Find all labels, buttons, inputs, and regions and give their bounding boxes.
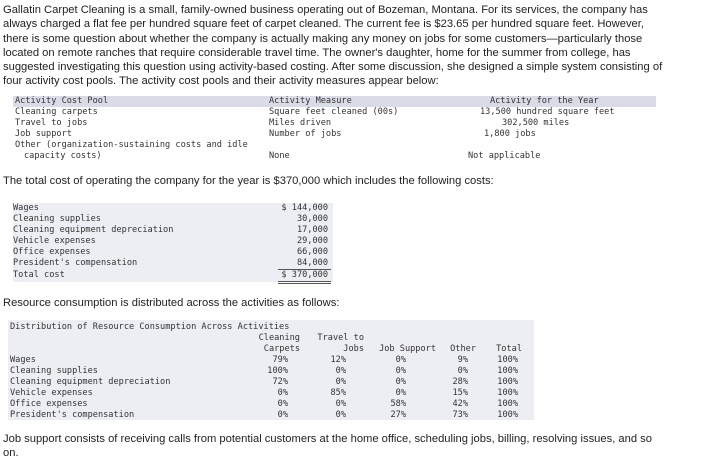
pool-name: Travel to jobs	[15, 118, 88, 128]
column-header: Activity Measure	[269, 96, 352, 106]
activity-cost-pool-table	[13, 96, 656, 163]
row-label: Vehicle expenses	[10, 388, 93, 398]
other-percent: 9%	[457, 355, 468, 365]
intro-line: always charged a flat fee per hundred square feet of carpet cleaned. The current fee is $23.65 per hundred square feet. However,	[3, 18, 644, 31]
intro-line: suggested investigating this question using activity-based costing. After some discussion, she designed a simple system consisting of	[3, 61, 663, 74]
cleaning-percent: 0%	[277, 388, 288, 398]
pool-name-continued: capacity costs)	[24, 151, 102, 161]
column-header: Total	[496, 344, 522, 354]
intro-line: four activity cost pools. The activity cost pools and their activity measures appear below:	[3, 75, 439, 88]
table-row	[13, 214, 333, 225]
intro-line: Gallatin Carpet Cleaning is a small, family-owned business operating out of Bozeman, Montana. For its services, the company has	[3, 4, 648, 16]
row-label: Wages	[10, 355, 36, 365]
cost-value: 29,000	[296, 236, 328, 246]
pool-name: Other (organization-sustaining costs and idle	[15, 140, 248, 150]
table-row	[13, 203, 333, 214]
cleaning-percent: 0%	[277, 410, 288, 420]
column-header: Job Support	[379, 344, 436, 354]
cost-label: Cleaning supplies	[13, 214, 101, 224]
activity-amount: 13,500 hundred square feet	[480, 107, 615, 117]
activity-amount: 302,500 miles	[502, 118, 570, 128]
total-double-underline	[278, 283, 331, 284]
travel-percent: 0%	[335, 366, 346, 376]
total-percent: 100%	[497, 355, 518, 365]
total-percent: 100%	[497, 388, 518, 398]
cost-value: 84,000	[296, 258, 328, 268]
travel-percent: 0%	[335, 399, 346, 409]
total-percent: 100%	[497, 366, 518, 376]
total-value: $ 370,000	[281, 270, 328, 280]
total-percent: 100%	[497, 377, 518, 387]
cost-label: Cleaning equipment depreciation	[13, 225, 174, 235]
job-support-note	[3, 432, 703, 461]
other-percent: 73%	[452, 410, 468, 420]
note-line: Job support consists of receiving calls from potential customers at the home office, scheduling jobs, billing, resolving issues, and so	[3, 433, 653, 445]
cost-label: Wages	[13, 203, 39, 213]
travel-percent: 85%	[330, 388, 346, 398]
total-percent: 100%	[497, 399, 518, 409]
table-row	[8, 366, 534, 377]
other-percent: 15%	[452, 388, 468, 398]
activity-measure: Number of jobs	[269, 129, 342, 139]
cleaning-percent: 0%	[277, 399, 288, 409]
total-row	[13, 270, 333, 281]
cleaning-percent: 79%	[272, 355, 288, 365]
total-label: Total cost	[13, 270, 65, 280]
cost-label: Vehicle expenses	[13, 236, 96, 246]
cleaning-percent: 100%	[267, 366, 288, 376]
support-percent: 0%	[395, 366, 406, 376]
cost-value: 30,000	[296, 214, 328, 224]
total-percent: 100%	[497, 410, 518, 420]
resource-consumption-sentence: Resource consumption is distributed across the activities as follows:	[3, 297, 340, 309]
intro-line: there is some question about whether the company is actually making any money on jobs for some customers—particularly those	[3, 32, 643, 45]
activity-measure: Square feet cleaned (00s)	[269, 107, 399, 117]
support-percent: 27%	[390, 410, 406, 420]
support-percent: 0%	[395, 377, 406, 387]
support-percent: 0%	[395, 388, 406, 398]
activity-amount: Not applicable	[468, 151, 541, 161]
other-percent: 28%	[452, 377, 468, 387]
table-row	[8, 388, 534, 399]
intro-line: located on remote ranches that require considerable travel time. The owner's daughter, home for the summer from college, has	[3, 46, 631, 59]
activity-measure: Miles driven	[269, 118, 332, 128]
column-header: Activity for the Year	[490, 96, 599, 106]
activity-measure: None	[269, 151, 290, 161]
row-label: Office expenses	[10, 399, 88, 409]
column-header: Activity Cost Pool	[15, 96, 109, 106]
note-line: on.	[3, 447, 19, 460]
support-percent: 58%	[390, 399, 406, 409]
row-label: President's compensation	[10, 410, 135, 420]
cost-value: 17,000	[296, 225, 328, 235]
problem-intro	[3, 3, 715, 89]
cleaning-percent: 72%	[272, 377, 288, 387]
cost-value: 66,000	[296, 247, 328, 257]
table-row	[8, 410, 534, 421]
other-percent: 0%	[457, 366, 468, 376]
distribution-table	[8, 320, 534, 420]
column-header: Carpets	[263, 344, 300, 354]
table-row	[8, 377, 534, 388]
table-row	[13, 247, 333, 258]
activity-amount: 1,800 jobs	[484, 129, 536, 139]
total-double-underline	[278, 281, 331, 282]
row-label: Cleaning equipment depreciation	[10, 377, 171, 387]
travel-percent: 0%	[335, 377, 346, 387]
support-percent: 0%	[395, 355, 406, 365]
table-row	[13, 225, 333, 236]
table-row	[13, 236, 333, 247]
table-row	[8, 355, 534, 366]
table-row	[8, 399, 534, 410]
travel-percent: 12%	[330, 355, 346, 365]
column-header: Jobs	[343, 344, 364, 354]
column-header: Travel to	[317, 333, 364, 343]
other-percent: 42%	[452, 399, 468, 409]
table-row	[13, 258, 333, 269]
row-label: Cleaning supplies	[10, 366, 98, 376]
total-cost-sentence: The total cost of operating the company for the year is $370,000 which includes the following costs:	[3, 175, 494, 187]
pool-name: Job support	[15, 129, 72, 139]
column-header: Cleaning	[258, 333, 300, 343]
cost-label: Office expenses	[13, 247, 91, 257]
cost-value: $ 144,000	[281, 203, 328, 213]
travel-percent: 0%	[335, 410, 346, 420]
table-title: Distribution of Resource Consumption Across Activities	[10, 322, 290, 332]
column-header: Other	[450, 344, 476, 354]
pool-name: Cleaning carpets	[15, 107, 98, 117]
cost-label: President's compensation	[13, 258, 138, 268]
